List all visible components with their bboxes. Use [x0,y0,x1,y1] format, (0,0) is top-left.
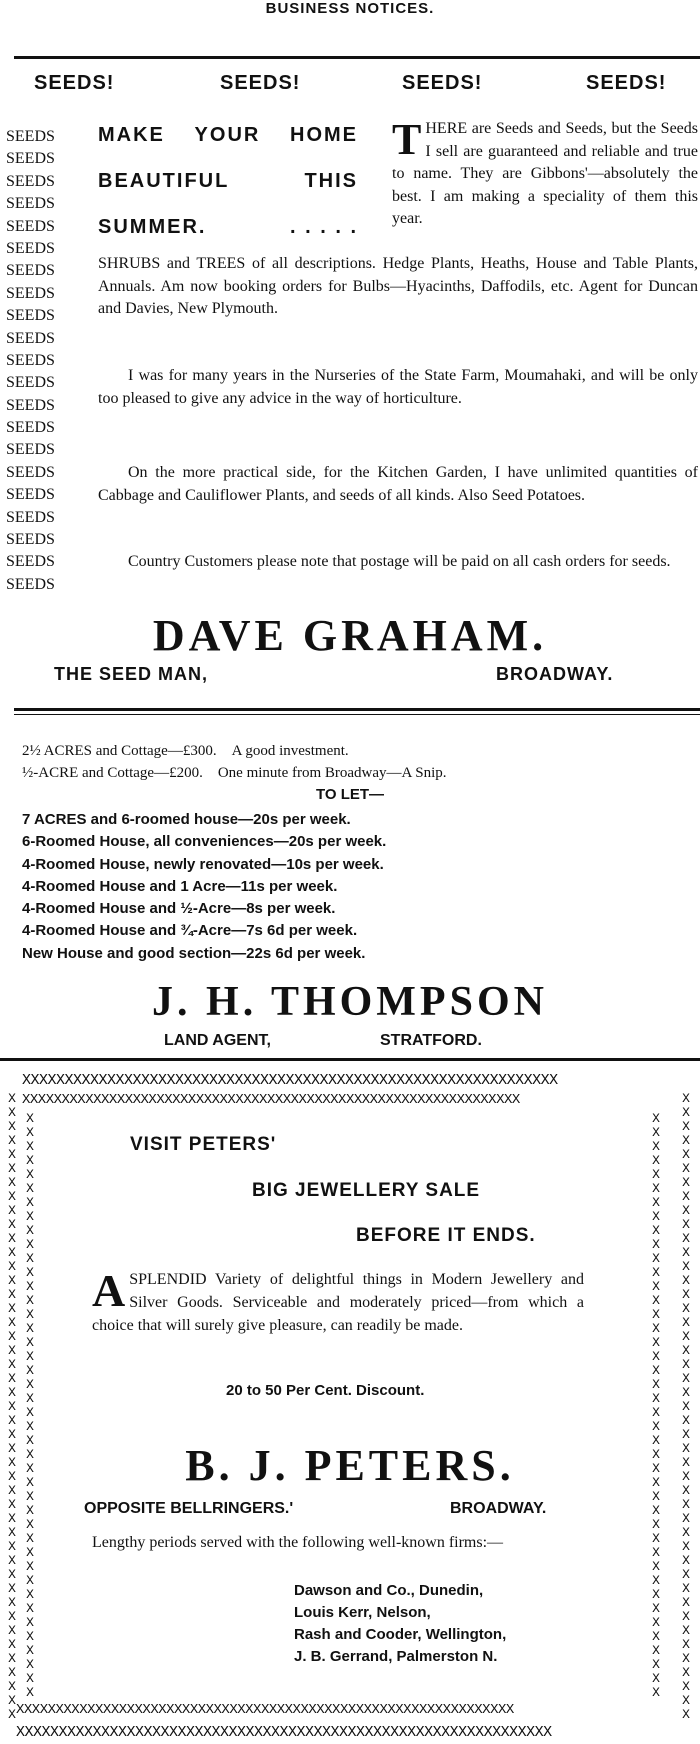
peters-headline: BIG JEWELLERY SALE [252,1180,481,1201]
agent-location: STRATFORD. [380,1032,482,1049]
slogan-word: BEAUTIFUL [98,170,230,192]
seeds-label: SEEDS [6,575,55,593]
drop-cap: A [92,1265,126,1316]
slogan-word: MAKE [98,124,165,146]
firm: Louis Kerr, Nelson, [294,1604,431,1621]
listing: 4-Roomed House and ¾-Acre—7s 6d per week. [22,922,358,940]
listings [22,809,692,965]
divider [14,708,700,711]
border-top-inner: XXXXXXXXXXXXXXXXXXXXXXXXXXXXXXXXXXXXXXXXXXXXXXXXXXXXXXXXXXXXXXX [22,1092,520,1108]
listing: New House and good section—22s 6d per week. [22,944,366,962]
divider [14,56,700,59]
paragraph-kitchen-garden: On the more practical side, for the Kitchen Garden, I have unlimited quantities of Cabbage and Cauliflower Plants, and seeds of all kinds. Also Seed Potatoes. [98,464,698,504]
seeds-label: SEEDS [6,396,55,414]
peters-street: BROADWAY. [450,1500,547,1517]
border-left-inner: X X X X X X X X X X X X X X X X X X X X X X X X X X X X X X X X X X X X X X X X X X [26,1112,34,1700]
firm: Dawson and Co., Dunedin, [294,1582,484,1599]
seeds-label: SEEDS [6,374,55,392]
property-note: One minute from Broadway—A Snip. [217,765,447,781]
property-text: 2½ ACRES and Cottage—£300. [22,743,217,759]
border-left: X X X X X X X X X X X X X X X X X X X X X X X X X X X X X X X X X X X X X X X X X X X X X [8,1092,16,1722]
property-text: ½-ACRE and Cottage—£200. [22,765,203,781]
listing: 7 ACRES and 6-roomed house—20s per week. [22,811,351,828]
seeds-label: SEEDS [6,531,55,549]
border-right-inner: X X X X X X X X X X X X X X X X X X X X X X X X X X X X X X X X X X X X X X X X X X [652,1112,660,1700]
divider [0,1058,700,1061]
seeds-label: SEEDS [6,217,55,235]
seeds-heading: SEEDS! [402,72,483,94]
listing: 6-Roomed House, all conveniences—20s per week. [22,833,387,851]
seeds-label: SEEDS [6,262,55,280]
slogan-word: . . . . . [289,216,358,238]
seeds-label: SEEDS [6,553,55,571]
listing: 4-Roomed House, newly renovated—10s per week. [22,855,384,873]
seeds-label: SEEDS [6,172,55,190]
seeds-label: SEEDS [6,195,55,213]
discount-line: 20 to 50 Per Cent. Discount. [226,1382,425,1399]
seeds-heading: SEEDS! [586,72,667,94]
seeds-label: SEEDS [6,441,55,459]
seeds-label: SEEDS [6,307,55,325]
slogan [98,112,358,250]
drop-cap: T [392,115,422,164]
seeds-label: SEEDS [6,351,55,369]
firm: Rash and Cooder, Wellington, [294,1626,507,1643]
peters-body [92,1265,584,1337]
slogan-word: SUMMER. [98,216,207,238]
tagline-left: THE SEED MAN, [54,664,209,684]
seeds-label: SEEDS [6,508,55,526]
listing: 4-Roomed House and 1 Acre—11s per week. [22,877,338,895]
property-note: A good investment. [231,743,349,759]
seeds-heading: SEEDS! [34,72,115,94]
property-line [22,762,692,784]
advertiser-name: B. J. PETERS. [185,1441,515,1490]
slogan-word: YOUR [194,124,261,146]
seeds-label: SEEDS [6,486,55,504]
lengthy-periods: Lengthy periods served with the following well-known firms:— [92,1534,504,1551]
seeds-column [6,126,86,596]
listing: 4-Roomed House and ½-Acre—8s per week. [22,900,336,918]
seeds-label: SEEDS [6,329,55,347]
to-let-heading: TO LET— [315,786,385,803]
intro-text: HERE are Seeds and Seeds, but the Seeds I sell are guaranteed and reliable and true to name. They are Gibbons'—absolutely the best. I am making a speciality of them this year. [392,120,698,227]
paragraph-shrubs: SHRUBS and TREES of all descriptions. Hedge Plants, Heaths, House and Table Plants, Annuals. Am now booking orders for Bulbs—Hyacinths, Daffodils, etc. Agent for Duncan and Davies, New Plymouth. [98,255,698,317]
property-line [22,740,692,762]
firm: J. B. Gerrand, Palmerston N. [294,1648,498,1665]
border-right: X X X X X X X X X X X X X X X X X X X X X X X X X X X X X X X X X X X X X X X X X X X X X [682,1092,690,1722]
seeds-label: SEEDS [6,419,55,437]
divider [14,714,700,715]
paragraph-country-customers: Country Customers please note that postage will be paid on all cash orders for seeds. [128,553,671,570]
peters-body-text: SPLENDID Variety of delightful things in Modern Jewellery and Silver Goods. Serviceable and moderately priced—from which a choice that will surely give pleasure, can readily be made. [92,1271,584,1334]
border-bottom: XXXXXXXXXXXXXXXXXXXXXXXXXXXXXXXXXXXXXXXXXXXXXXXXXXXXXXXXXXXXXXX [16,1724,552,1741]
peters-headline: VISIT PETERS' [130,1134,277,1155]
seeds-heading: SEEDS! [220,72,301,94]
advertiser-name: J. H. THOMPSON [152,979,548,1025]
seeds-label: SEEDS [6,239,55,257]
seeds-label: SEEDS [6,463,55,481]
slogan-word: HOME [290,124,358,146]
agent-role: LAND AGENT, [164,1032,271,1049]
advertiser-name: DAVE GRAHAM. [152,611,548,660]
tagline-right: BROADWAY. [496,664,614,684]
seeds-label: SEEDS [6,150,55,168]
border-bottom-inner: XXXXXXXXXXXXXXXXXXXXXXXXXXXXXXXXXXXXXXXXXXXXXXXXXXXXXXXXXXXXXXX [16,1702,514,1718]
seeds-label: SEEDS [6,284,55,302]
firms-list [294,1580,506,1668]
peters-location: OPPOSITE BELLRINGERS.' [84,1500,294,1517]
intro-paragraph [392,115,698,231]
paragraph-nurseries: I was for many years in the Nurseries of the State Farm, Moumahaki, and will be only too pleased to give any advice in the way of horticulture. [98,367,698,407]
seeds-label: SEEDS [6,128,55,145]
border-top: XXXXXXXXXXXXXXXXXXXXXXXXXXXXXXXXXXXXXXXXXXXXXXXXXXXXXXXXXXXXXXX [22,1072,558,1089]
section-header: BUSINESS NOTICES. [265,0,435,17]
slogan-word: THIS [304,170,358,192]
peters-headline: BEFORE IT ENDS. [356,1225,536,1246]
